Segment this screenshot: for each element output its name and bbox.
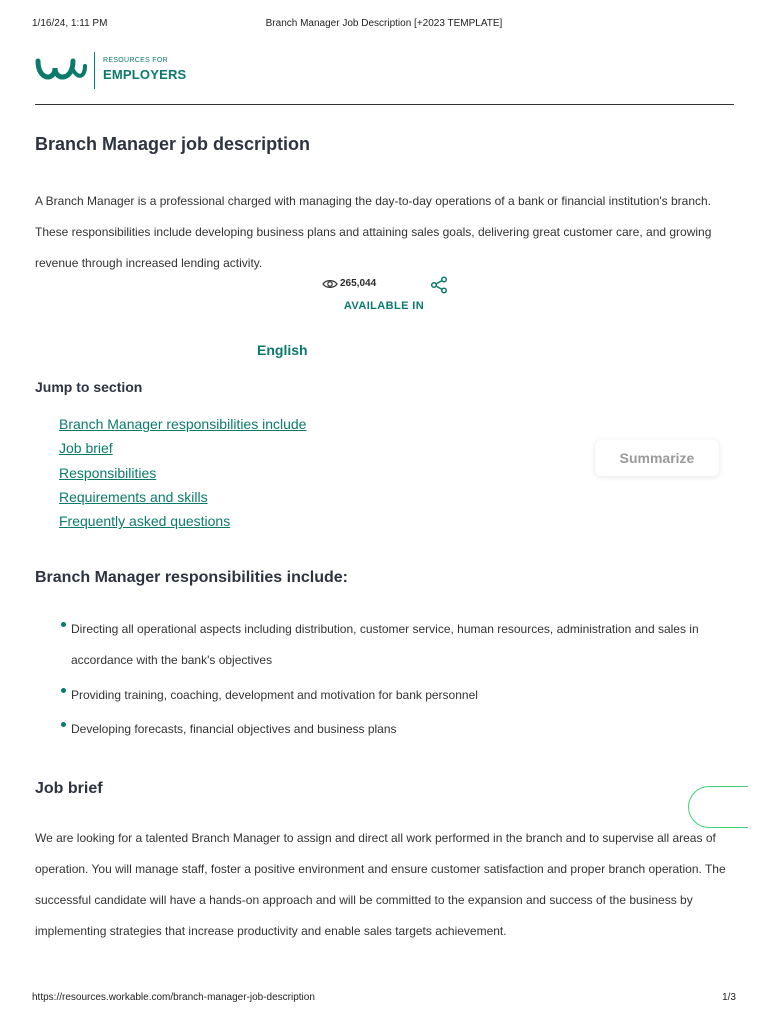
list-item [59,461,306,485]
available-in-label: AVAILABLE IN [343,300,425,312]
jump-link-requirements-skills[interactable]: Requirements and skills [59,488,208,505]
jump-to-section-title: Jump to section [35,379,143,395]
responsibility-text: Developing forecasts, financial objectives and business plans [71,722,397,736]
job-brief-heading: Job brief [35,780,103,797]
print-footer [32,992,736,1006]
list-item [59,680,739,714]
responsibility-text: Providing training, coaching, development and motivation for bank personnel [71,688,478,702]
list-item [59,436,306,460]
bullet-dot [61,688,66,693]
logo-divider [94,52,95,89]
list-item [59,509,306,533]
view-count [322,278,376,289]
share-icon[interactable] [430,276,448,294]
language-english-link[interactable]: English [257,342,308,358]
page-title: Branch Manager job description [35,134,311,154]
responsibilities-list [59,614,739,748]
logo-subtitle: RESOURCES FOR [103,57,168,64]
floating-action-button[interactable] [688,786,748,828]
print-date: 1/16/24, 1:11 PM [32,18,108,29]
responsibilities-heading: Branch Manager responsibilities include: [35,569,348,586]
jump-to-section-list [59,412,306,533]
print-doc-title: Branch Manager Job Description [+2023 TEMPLATE] [265,18,503,29]
view-count-value: 265,044 [340,278,377,289]
print-header [32,18,736,32]
workable-logo[interactable] [35,52,185,92]
workable-w-icon [35,56,87,84]
jump-link-job-brief[interactable]: Job brief [59,440,113,457]
list-item [59,714,739,748]
job-brief-paragraph: We are looking for a talented Branch Manager to assign and direct all work performed in the branch and to supervise all areas of operation. You will manage staff, foster a positive environment and ensure customer satisfaction and proper branch operation. The successful candidate will have a hands-on approach and will be committed to the expansion and success of the business by implementing strategies that increase productivity and enable sales targets achievement. [35,831,726,938]
jump-link-responsibilities[interactable]: Responsibilities [59,464,157,481]
list-item [59,485,306,509]
logo-wordmark: EMPLOYERS [103,67,187,82]
responsibility-text: Directing all operational aspects including distribution, customer service, human resources, administration and sales in accordance with the bank's objectives [71,622,699,667]
list-item [59,412,306,436]
list-item [59,614,739,680]
bullet-dot [61,622,66,627]
header-divider [35,104,734,105]
intro-paragraph: A Branch Manager is a professional charged with managing the day-to-day operations of a bank or financial institution's branch. These responsibilities include developing business plans and attaining sales goals, delivering great customer care, and growing revenue through increased lending activity. [35,194,712,270]
jump-link-faq[interactable]: Frequently asked questions [59,513,231,530]
eye-icon [322,279,338,289]
jump-link-responsibilities-include[interactable]: Branch Manager responsibilities include [59,416,307,432]
summarize-button[interactable]: Summarize [595,440,719,476]
print-page-number: 1/3 [722,992,736,1003]
bullet-dot [61,722,66,727]
print-url: https://resources.workable.com/branch-manager-job-description [32,992,315,1003]
